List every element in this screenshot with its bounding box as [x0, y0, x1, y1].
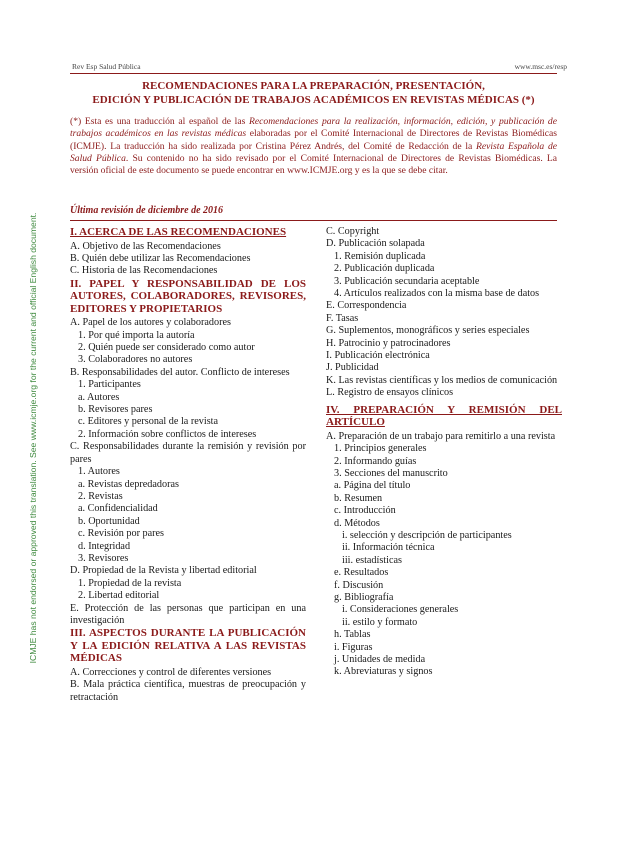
intro-paragraph: [70, 116, 557, 177]
toc-entry: a. Autores: [78, 391, 120, 403]
toc-entry: 3. Revisores: [78, 552, 129, 564]
side-notice: [26, 82, 40, 794]
toc-entry: c. Editores y personal de la revista: [78, 416, 219, 428]
title-line-2: EDICIÓN Y PUBLICACIÓN DE TRABAJOS ACADÉMICOS EN REVISTAS MÉDICAS (*): [92, 93, 535, 106]
toc-entry: 2. Publicación duplicada: [334, 263, 435, 275]
toc-entry: a. Confidencialidad: [78, 503, 158, 515]
toc-entry: 1. Propiedad de la revista: [78, 577, 182, 589]
toc-entry: J. Publicidad: [326, 362, 379, 374]
toc-entry: C. Responsabilidades durante la remisión y revisión por pares: [70, 441, 306, 465]
toc-entry: i. Figuras: [334, 641, 373, 653]
toc-entry: b. Oportunidad: [78, 515, 140, 527]
toc-entry: 3. Colaboradores no autores: [78, 354, 193, 366]
toc-entry: i. Consideraciones generales: [342, 604, 459, 616]
toc-entry: 1. Participantes: [78, 379, 141, 391]
toc-entry: ii. Información técnica: [342, 542, 435, 554]
header-rule: [70, 73, 557, 74]
toc-entry: d. Métodos: [334, 517, 380, 529]
section-heading: IV. PREPARACIÓN Y REMISIÓN DEL ARTÍCULO: [326, 403, 562, 429]
toc-entry: 1. Principios generales: [334, 443, 427, 455]
intro-text-1: (*) Esta es una traducción al español de las: [70, 116, 250, 127]
section-heading: II. PAPEL Y RESPONSABILIDAD DE LOS AUTORES, COLABORADORES, REVISORES, EDITORES Y PROPIETARIOS: [70, 277, 306, 315]
toc-entry: 2. Quién puede ser considerado como autor: [78, 342, 255, 354]
toc-entry: g. Bibliografía: [334, 591, 394, 603]
toc-entry: A. Correcciones y control de diferentes versiones: [70, 666, 272, 678]
toc-entry: 1. Remisión duplicada: [334, 250, 426, 262]
toc-entry: B. Mala práctica científica, muestras de preocupación y retractación: [70, 679, 306, 703]
toc-entry: 4. Artículos realizados con la misma base de datos: [334, 288, 540, 300]
toc-entry: 1. Autores: [78, 466, 120, 478]
toc-entry: C. Historia de las Recomendaciones: [70, 265, 218, 277]
toc-entry: 2. Informando guías: [334, 455, 417, 467]
toc-entry: B. Responsabilidades del autor. Conflicto de intereses: [70, 366, 290, 378]
toc-entry: L. Registro de ensayos clínicos: [326, 387, 454, 399]
toc-entry: D. Propiedad de la Revista y libertad editorial: [70, 565, 257, 577]
toc-entry: b. Revisores pares: [78, 404, 153, 416]
section-heading: I. ACERCA DE LAS RECOMENDACIONES: [70, 226, 287, 238]
toc-entry: C. Copyright: [326, 226, 380, 237]
toc-entry: 3. Secciones del manuscrito: [334, 467, 448, 479]
toc-entry: 1. Por qué importa la autoría: [78, 329, 195, 341]
toc-entry: a. Página del título: [334, 480, 411, 492]
intro-rule: [70, 220, 557, 221]
intro-text-3: . Su contenido no ha sido revisado por el Comité Internacional de Directores de Revistas Biomédicas. La versión oficial de este documento se puede encontrar en www.ICMJE.org y es la que se debe citar.: [70, 152, 557, 177]
toc-entry: 2. Libertad editorial: [78, 590, 160, 602]
toc-entry: h. Tablas: [334, 629, 371, 641]
toc-entry: A. Preparación de un trabajo para remitirlo a una revista: [326, 430, 556, 442]
toc-entry: d. Integridad: [78, 540, 131, 552]
toc-entry: b. Resumen: [334, 492, 383, 504]
toc-entry: j. Unidades de medida: [334, 654, 426, 665]
toc-entry: A. Papel de los autores y colaboradores: [70, 317, 231, 329]
toc-entry: I. Publicación electrónica: [326, 350, 430, 362]
intro-italic-1: Recomendaciones para la realización, información, edición, y publicación de trabajos académicos en las revistas médicas: [70, 116, 557, 140]
toc-entry: iii. estadísticas: [342, 554, 402, 566]
toc-entry: H. Patrocinio y patrocinadores: [326, 337, 451, 349]
toc-entry: 2. Información sobre conflictos de intereses: [78, 428, 257, 440]
toc-entry: ii. estilo y formato: [342, 616, 418, 628]
toc-left-column: [70, 226, 306, 704]
toc-right-column: [326, 226, 562, 679]
intro-text-2: elaboradas por el Comité Internacional de Directores de Revistas Biomédicas (ICMJE). La traducción ha sido realizada por Cristina Pérez Andrés, del Comité de Redacción de la: [70, 128, 557, 152]
title-line-1: RECOMENDACIONES PARA LA PREPARACIÓN, PRESENTACIÓN,: [142, 80, 485, 92]
toc-entry: E. Protección de las personas que participan en una investigación: [70, 602, 306, 626]
toc-entry: c. Introducción: [334, 505, 396, 517]
revision-date: Última revisión de diciembre de 2016: [70, 205, 224, 216]
document-title: [70, 80, 557, 107]
journal-url[interactable]: www.msc.es/resp: [514, 62, 567, 71]
toc-entry: 3. Publicación secundaria aceptable: [334, 275, 480, 287]
toc-entry: G. Suplementos, monográficos y series especiales: [326, 325, 530, 337]
toc-entry: k. Abreviaturas y signos: [334, 666, 433, 678]
section-heading: III. ASPECTOS DURANTE LA PUBLICACIÓN Y LA EDICIÓN RELATIVA A LAS REVISTAS MÉDICAS: [70, 627, 306, 665]
toc-entry: e. Resultados: [334, 567, 389, 579]
toc-entry: D. Publicación solapada: [326, 238, 425, 250]
toc-entry: A. Objetivo de las Recomendaciones: [70, 240, 221, 252]
toc-entry: a. Revistas depredadoras: [78, 478, 179, 490]
toc-entry: 2. Revistas: [78, 490, 123, 502]
toc-entry: c. Revisión por pares: [78, 528, 165, 540]
side-notice-text: ICMJE has not endorsed or approved this translation. See www.icmje.org for the current and official English document.: [28, 212, 38, 664]
toc-entry: F. Tasas: [326, 312, 359, 324]
toc-entry: K. Las revistas científicas y los medios de comunicación: [326, 374, 558, 386]
intro-italic-2: Revista Española de Salud Pública: [70, 140, 557, 164]
toc-entry: i. selección y descripción de participantes: [342, 529, 512, 541]
toc-entry: B. Quién debe utilizar las Recomendaciones: [70, 252, 251, 264]
toc-entry: E. Correspondencia: [326, 300, 407, 312]
toc-entry: f. Discusión: [334, 579, 384, 591]
journal-header: Rev Esp Salud Pública: [72, 62, 141, 71]
